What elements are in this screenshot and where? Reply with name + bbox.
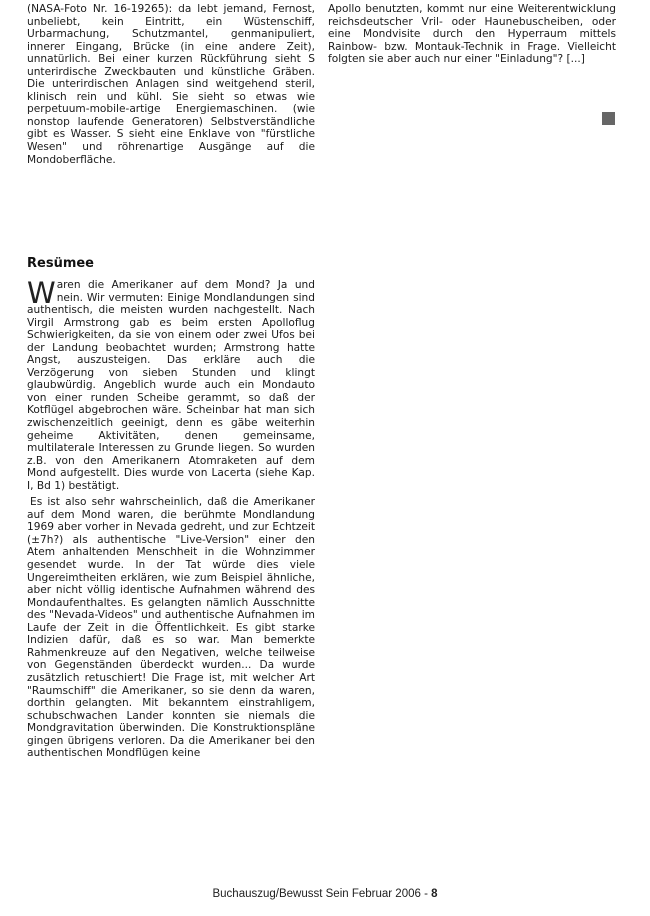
footer-source-text: Buchauszug/Bewusst Sein Februar 2006 -: [212, 888, 432, 900]
left-column-paragraph: (NASA-Foto Nr. 16-19265): da lebt jemand, Fernost, unbeliebt, kein Eintritt, ein Wüstenschiff, Urbarmachung, Schutzmantel, genmanipuliert, innerer Eingang, Brücke (in eine andere Zeit), unnatürlich. Bei einer kurzen Rückführung sieht S unterirdische Zweckbauten und künstliche Gräben. Die unterirdischen Anlagen sind weitgehend steril, klinisch rein und kühl. Sie sieht so etwas wie perpetuum-mobile-artige Energiemaschinen. (wie nonstop laufende Generatoren) Selbstverständliche gibt es Wasser. S sieht eine Enklave von "fürstliche Wesen" und röhrenartige Ausgänge auf die Mondoberfläche.: [27, 3, 315, 166]
right-column-paragraph: Apollo benutzten, kommt nur eine Weiterentwicklung reichsdeutscher Vril- oder Haunebuscheiben, oder eine Mondvisite durch den Hyperraum mittels Rainbow- bzw. Montauk-Technik in Frage. Vielleicht folgten sie aber auch nur einer "Einladung"? [...]: [328, 3, 616, 66]
resumee-paragraph-1-text: aren die Amerikaner auf dem Mond? Ja und nein. Wir vermuten: Einige Mondlandungen sind authentisch, die meisten wurden nachgestellt. Nach Virgil Armstrong gab es beim ersten Apolloflug Schwierigkeiten, da sie von einem oder zwei Ufos bei der Landung beobachtet wurden; Armstrong hatte Angst, auszusteigen. Das erkläre auch die Verzögerung von sieben Stunden und klingt glaubwürdig. Angeblich wurde auch ein Mondauto von einer runden Scheibe gerammt, so daß der Kotflügel abgebrochen wäre. Scheinbar hat man sich zwischenzeitlich geeinigt, denn es gäbe weiterhin geheime Aktivitäten, denen gemeinsame, multilaterale Interessen zu Grunde liegen. So wurden z.B. von den Amerikanern Atomraketen auf dem Mond aufgestellt. Dies wurde von Lacerta (siehe Kap. I, Bd 1) bestätigt.: [27, 279, 315, 492]
end-of-article-square-icon: [602, 112, 615, 125]
page-number: 8: [431, 888, 438, 900]
page-footer: [0, 888, 650, 900]
resumee-section: [27, 276, 315, 760]
drop-cap-letter: W: [27, 276, 56, 310]
left-column-top: [27, 3, 315, 166]
section-heading: Resümee: [27, 256, 94, 271]
right-column: [328, 3, 616, 66]
resumee-paragraph-2: Es ist also sehr wahrscheinlich, daß die Amerikaner auf dem Mond waren, die berühmte Mondlandung 1969 aber vorher in Nevada gedreht, und zur Echtzeit (±7h?) als authentische "Live-Version" einer den Atem anhaltenden Menschheit in die Wohnzimmer gesendet wurde. In der Tat würde dies viele Ungereimtheiten erklären, wie zum Beispiel ähnliche, aber nicht völlig identische Aufnahmen während des Mondaufenthaltes. Es gelangten nämlich Ausschnitte des "Nevada-Videos" und authentische Aufnahmen im Laufe der Zeit in die Öffentlichkeit. Es gibt starke Indizien dafür, daß es so war. Man bemerkte Rahmenkreuze auf den Negativen, welche teilweise von Gegenständen überdeckt wurden... Da wurde zusätzlich retuschiert! Die Frage ist, mit welcher Art "Raumschiff" die Amerikaner, so sie denn da waren, dorthin gelangten. Mit bekanntem einstrahligem, schubschwachen Lander konnten sie niemals die Mondgravitation überwinden. Die Konstruktionspläne gingen übrigens verloren. Da die Amerikaner bei den authentischen Mondflügen keine: [27, 496, 315, 760]
resumee-paragraph-1: [27, 276, 315, 492]
